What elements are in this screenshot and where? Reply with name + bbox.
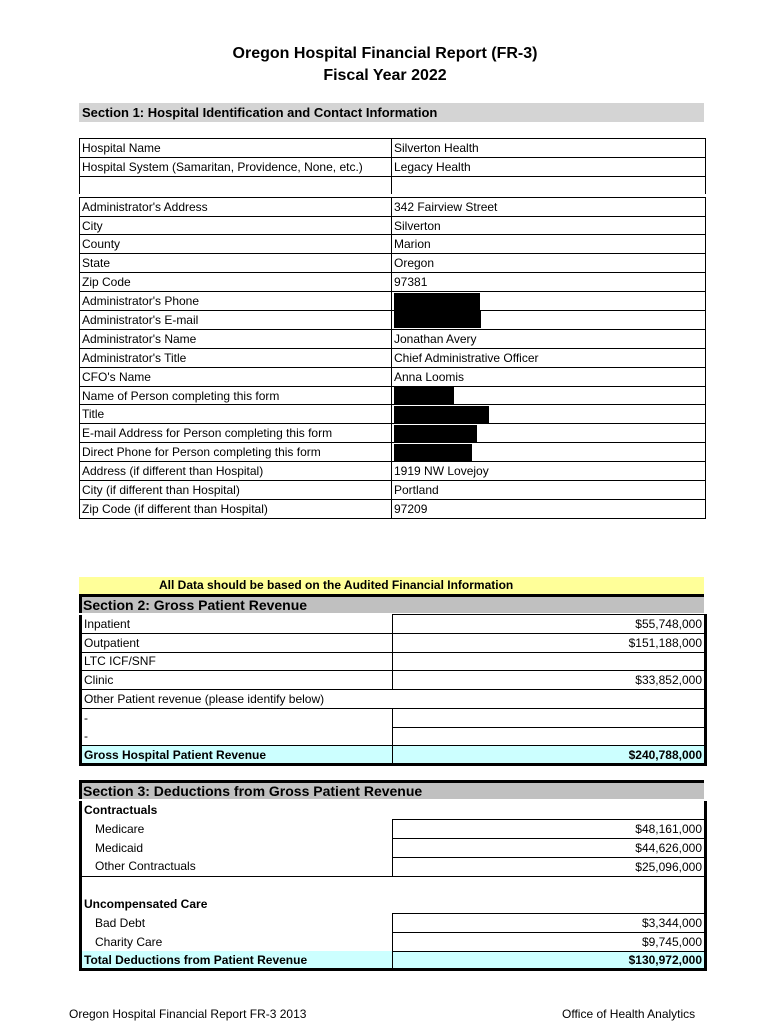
section3-heading: Section 3: Deductions from Gross Patient Revenue [79, 780, 704, 799]
line-item-value: $3,344,000 [393, 914, 706, 933]
line-item-label: Other Contractuals [81, 857, 393, 876]
line-item-row [81, 652, 706, 671]
line-item-row [81, 914, 706, 933]
line-item-label: - [81, 708, 393, 727]
line-item-value [393, 727, 706, 746]
section1-heading: Section 1: Hospital Identification and Contact Information [79, 103, 704, 122]
field-label: CFO's Name [80, 367, 392, 386]
field-label: Title [80, 405, 392, 424]
line-item-value [393, 801, 706, 820]
field-label: E-mail Address for Person completing this form [80, 424, 392, 443]
identification-row [80, 348, 706, 367]
line-item-row [81, 708, 706, 727]
field-value: Silverton Health [392, 139, 706, 158]
total-row [81, 746, 706, 765]
field-label: Administrator's Name [80, 329, 392, 348]
identification-row [80, 176, 706, 195]
subheading-row [81, 895, 706, 914]
redaction-bar [394, 311, 481, 328]
line-item-value [393, 876, 706, 895]
footer-right: Office of Health Analytics [562, 1007, 696, 1021]
field-value: Jonathan Avery [392, 329, 706, 348]
line-item-value: $240,788,000 [393, 746, 706, 765]
line-item-label: Charity Care [81, 932, 393, 951]
field-label: Address (if different than Hospital) [80, 462, 392, 481]
line-item-value: $44,626,000 [393, 839, 706, 858]
line-item-label: Bad Debt [81, 914, 393, 933]
line-item-label: - [81, 727, 393, 746]
field-label: Administrator's E-mail [80, 311, 392, 330]
field-value: 342 Fairview Street [392, 197, 706, 216]
line-item-label: Contractuals [81, 801, 393, 820]
field-value: Portland [392, 481, 706, 500]
line-item-row [81, 690, 706, 709]
field-value [392, 292, 706, 311]
identification-row [80, 292, 706, 311]
line-item-row [81, 932, 706, 951]
line-item-label: Medicaid [81, 839, 393, 858]
redaction-bar [394, 444, 472, 461]
redaction-bar [394, 293, 480, 310]
line-item-row [81, 727, 706, 746]
audit-note: All Data should be based on the Audited Financial Information [79, 577, 704, 594]
identification-row [80, 386, 706, 405]
field-label: Administrator's Address [80, 197, 392, 216]
field-label: Zip Code [80, 273, 392, 292]
line-item-value: $33,852,000 [393, 671, 706, 690]
line-item-row [81, 633, 706, 652]
identification-row [80, 405, 706, 424]
field-value [392, 443, 706, 462]
line-item-value: $25,096,000 [393, 857, 706, 876]
gross-revenue-table [79, 614, 707, 766]
field-value: Anna Loomis [392, 367, 706, 386]
field-label: City (if different than Hospital) [80, 481, 392, 500]
field-label: Direct Phone for Person completing this form [80, 443, 392, 462]
field-label: Hospital System (Samaritan, Providence, None, etc.) [80, 157, 392, 176]
field-label: Zip Code (if different than Hospital) [80, 499, 392, 518]
line-item-row [81, 857, 706, 876]
field-label: Hospital Name [80, 139, 392, 158]
identification-row [80, 329, 706, 348]
line-item-row [81, 839, 706, 858]
line-item-row [81, 820, 706, 839]
subheading-row [81, 801, 706, 820]
identification-row [80, 311, 706, 330]
identification-row [80, 481, 706, 500]
line-item-row [81, 671, 706, 690]
total-row [81, 951, 706, 970]
field-value: Chief Administrative Officer [392, 348, 706, 367]
field-value: 97209 [392, 499, 706, 518]
identification-row [80, 424, 706, 443]
identification-table [79, 138, 706, 519]
identification-row [80, 273, 706, 292]
field-value: Legacy Health [392, 157, 706, 176]
field-label: City [80, 216, 392, 235]
line-item-value: $151,188,000 [393, 633, 706, 652]
line-item-label: Uncompensated Care [81, 895, 393, 914]
redaction-bar [394, 425, 477, 442]
fiscal-year: Fiscal Year 2022 [323, 67, 447, 84]
field-value [392, 386, 706, 405]
identification-row [80, 367, 706, 386]
field-value [392, 424, 706, 443]
field-label: State [80, 254, 392, 273]
section2-heading: Section 2: Gross Patient Revenue [79, 594, 704, 613]
identification-row [80, 157, 706, 176]
field-label: Administrator's Phone [80, 292, 392, 311]
field-value [392, 405, 706, 424]
line-item-label: Other Patient revenue (please identify below) [81, 690, 393, 709]
line-item-label: Clinic [81, 671, 393, 690]
field-label: Name of Person completing this form [80, 386, 392, 405]
redaction-bar [394, 406, 489, 423]
line-item-value: $130,972,000 [393, 951, 706, 970]
identification-row [80, 235, 706, 254]
identification-row [80, 139, 706, 158]
spacer-row [81, 876, 706, 895]
redaction-bar [394, 387, 454, 404]
identification-row [80, 254, 706, 273]
line-item-label: Gross Hospital Patient Revenue [81, 746, 393, 765]
footer-left: Oregon Hospital Financial Report FR-3 2013 [69, 1007, 307, 1021]
field-value: Oregon [392, 254, 706, 273]
line-item-value: $9,745,000 [393, 932, 706, 951]
line-item-value [393, 708, 706, 727]
field-value [392, 176, 706, 195]
line-item-label: Inpatient [81, 615, 393, 634]
identification-row [80, 499, 706, 518]
field-value: 97381 [392, 273, 706, 292]
field-value [392, 311, 706, 330]
line-item-label: Total Deductions from Patient Revenue [81, 951, 393, 970]
identification-row [80, 216, 706, 235]
line-item-label [81, 876, 393, 895]
line-item-label: Outpatient [81, 633, 393, 652]
report-title: Oregon Hospital Financial Report (FR-3) [232, 45, 538, 62]
line-item-label: LTC ICF/SNF [81, 652, 393, 671]
line-item-row [81, 615, 706, 634]
line-item-value: $48,161,000 [393, 820, 706, 839]
line-item-label: Medicare [81, 820, 393, 839]
field-value: Silverton [392, 216, 706, 235]
line-item-value [393, 895, 706, 914]
line-item-value: $55,748,000 [393, 615, 706, 634]
field-label: Administrator's Title [80, 348, 392, 367]
line-item-value [393, 652, 706, 671]
deductions-table [79, 801, 707, 971]
line-item-value [393, 690, 706, 709]
field-value: Marion [392, 235, 706, 254]
field-label [80, 176, 392, 195]
identification-row [80, 462, 706, 481]
identification-row [80, 443, 706, 462]
field-label: County [80, 235, 392, 254]
field-value: 1919 NW Lovejoy [392, 462, 706, 481]
identification-row [80, 197, 706, 216]
